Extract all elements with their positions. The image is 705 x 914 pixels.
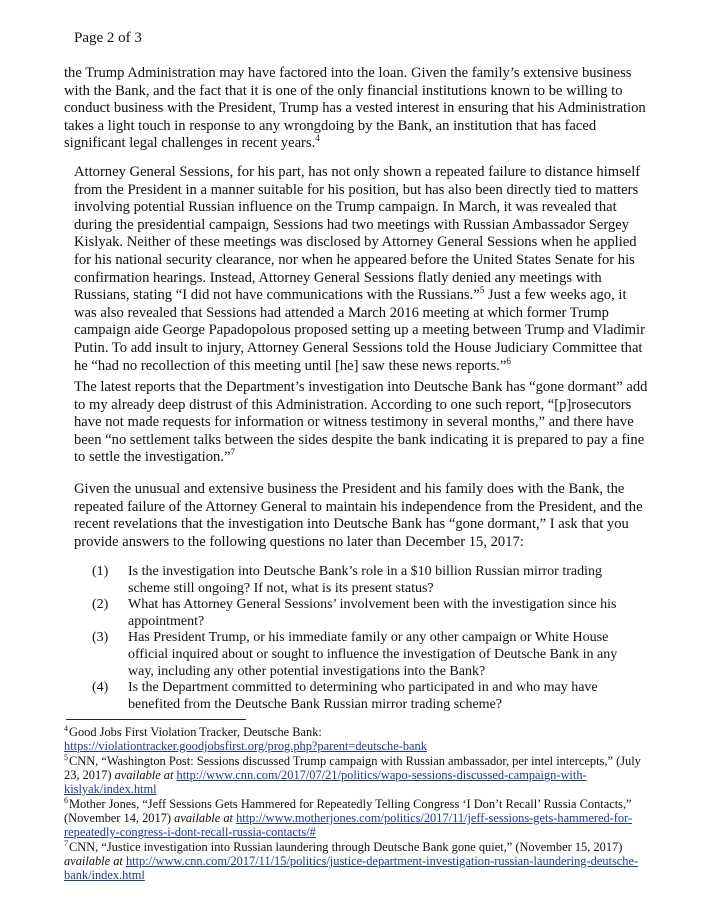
footnote-text: Mother Jones, “Jeff Sessions Gets Hammered for Repeatedly Telling Congress ‘I Don’t Recall’ Russia Contacts,” (November 14, 2017): [64, 797, 632, 825]
footnote-7: [64, 840, 649, 882]
question-number: (4): [92, 680, 109, 696]
footnote-link[interactable]: http://www.cnn.com/2017/11/15/politics/justice-department-investigation-russian-laundering-deutsche-bank/index.html: [64, 854, 639, 882]
question-number: (1): [92, 564, 109, 579]
footnote-ref-4[interactable]: 4: [315, 133, 320, 144]
list-item: [92, 597, 642, 630]
footnote-mark: 5: [64, 752, 68, 762]
paragraph-sessions: [74, 164, 649, 375]
question-text: What has Attorney General Sessions’ involvement been with the investigation since his appointment?: [128, 597, 617, 629]
paragraph-text: the Trump Administration may have factored into the loan. Given the family’s extensive business with the Bank, and the fact that it is one of the only financial institutions known to be willing to conduct business with the President, Trump has a vested interest in ensuring that his Administration takes a light touch in response to any wrongdoing by the Bank, an institution that has faced significant legal challenges in recent years.: [64, 65, 646, 152]
footnote-mark: 6: [64, 795, 68, 805]
footnote-text: CNN, “Washington Post: Sessions discussed Trump campaign with Russian ambassador, per intel intercepts,” (July 23, 2017): [64, 754, 641, 782]
list-item: [92, 630, 642, 680]
footnote-ref-5[interactable]: 5: [479, 285, 485, 296]
footnote-ref-7[interactable]: 7: [230, 447, 235, 458]
list-item: [92, 680, 642, 713]
footnote-available-at: available at: [114, 768, 174, 782]
question-text: Is the Department committed to determining who participated in and who may have benefited from the Deutsche Bank Russian mirror trading scheme?: [128, 680, 598, 712]
footnote-mark: 4: [64, 723, 68, 733]
footnote-text: CNN, “Justice investigation into Russian laundering through Deutsche Bank gone quiet,” (November 15, 2017): [69, 840, 623, 854]
list-item: [92, 564, 642, 597]
footnotes: [64, 725, 649, 883]
footnote-link[interactable]: http://www.motherjones.com/politics/2017/11/jeff-sessions-gets-hammered-for-repeatedly-congress-i-dont-recall-russia-contacts/#: [64, 811, 633, 839]
footnote-available-at: available at: [64, 854, 123, 868]
question-text: Has President Trump, or his immediate family or any other campaign or White House official inquired about or sought to influence the investigation of Deutsche Bank in any way, including any other potential investigations into the Bank?: [128, 630, 618, 679]
footnote-mark: 7: [64, 838, 68, 848]
paragraph-request: [74, 481, 649, 551]
footnote-ref-6[interactable]: 6: [506, 355, 511, 366]
question-number: (3): [92, 630, 109, 646]
paragraph-trump-administration: [64, 65, 646, 153]
paragraph-text: Attorney General Sessions, for his part, has not only shown a repeated failure to distance himself from the President in a manner suitable for his position, but has also been directly tied to matters involving potential Russian influence on the Trump campaign. In March, it was revealed that during the presidential campaign, Sessions had two meetings with Russian Ambassador Sergey Kislyak. Neither of these meetings was disclosed by Attorney General Sessions when he applied for his national security clearance, nor when he appeared before the United States Senate for his confirmation hearings. Instead, Attorney General Sessions flatly denied any meetings with Russians, stating “I did not have communications with the Russians.”: [74, 164, 641, 304]
footnote-4: [64, 725, 649, 753]
footnote-available-at: available at: [174, 811, 233, 825]
footnote-divider: [66, 719, 246, 720]
footnote-link[interactable]: https://violationtracker.goodjobsfirst.org/prog.php?parent=deutsche-bank: [64, 739, 427, 753]
footnote-5: [64, 754, 649, 796]
paragraph-text: Just a few weeks ago, it was also revealed that Sessions had attended a March 2016 meeting at which former Trump campaign aide George Papadopolous proposed setting up a meeting between Trump and Vladimir Putin. To add insult to injury, Attorney General Sessions told the House Judiciary Committee that he “had no recollection of this meeting until [he] saw these news reports.”: [74, 287, 645, 374]
question-number: (2): [92, 597, 109, 613]
footnote-link[interactable]: http://www.cnn.com/2017/07/21/politics/wapo-sessions-discussed-campaign-with-kislyak/index.html: [64, 768, 587, 796]
paragraph-text: The latest reports that the Department’s investigation into Deutsche Bank has “gone dormant” add to my already deep distrust of this Administration. According to one such report, “[p]rosecutors have not made requests for information or witness testimony in several months,” and there have been “no settlement talks between the sides despite the bank indicating it is prepared to pay a fine to settle the investigation.”: [74, 379, 648, 466]
paragraph-text: Given the unusual and extensive business the President and his family does with the Bank, the repeated failure of the Attorney General to maintain his independence from the President, and the recent revelations that the investigation into Deutsche Bank has “gone dormant,” I ask that you provide answers to the following questions no later than December 15, 2017:: [74, 481, 643, 550]
paragraph-gone-dormant: [74, 379, 649, 467]
page-number-header: Page 2 of 3: [74, 30, 142, 46]
questions-list: [92, 564, 642, 713]
footnote-text: Good Jobs First Violation Tracker, Deutsche Bank:: [69, 725, 322, 739]
question-text: Is the investigation into Deutsche Bank’s role in a $10 billion Russian mirror trading scheme still ongoing? If not, what is its present status?: [128, 564, 602, 596]
footnote-6: [64, 797, 649, 839]
